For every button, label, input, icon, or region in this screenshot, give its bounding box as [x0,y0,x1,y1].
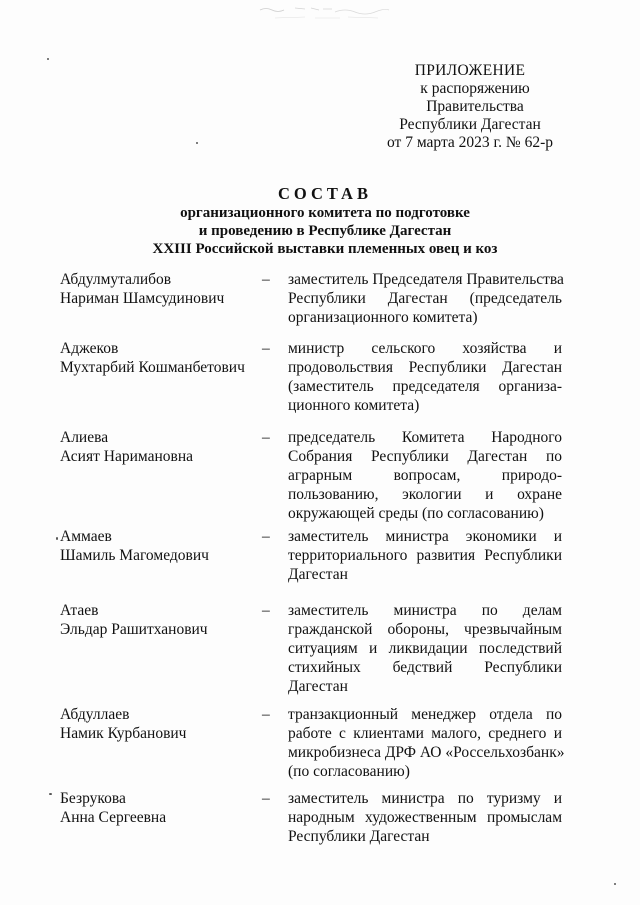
member-role [288,270,562,327]
member-given-name: Анна Сергеевна [60,809,167,826]
member-role [288,527,562,584]
role-line: организационного комитета) [288,309,478,326]
member-given-name: Шамиль Магомедович [60,547,209,564]
role-line: заместитель министра по делам [288,602,562,619]
role-line: транзакционный менеджер отдела по [288,706,562,723]
member-dash: – [262,790,270,807]
member-surname: Аджеков [60,340,119,357]
member-surname: Безрукова [60,790,126,807]
member-dash: – [262,271,270,288]
scan-speck [56,537,58,540]
heading-line-1: организационного комитета по подготовке [180,205,470,221]
member-surname: Аммаев [60,528,112,545]
member-surname: Абдуллаев [60,706,130,723]
role-line: (заместитель председателя организа- [288,378,562,395]
member-name [60,270,260,308]
member-name [60,428,260,466]
member-surname: Атаев [60,602,99,619]
member-role [288,428,562,523]
role-line: стихийных бедствий Республики [288,659,562,676]
document-heading [40,185,610,258]
appendix-title: ПРИЛОЖЕНИЕ [414,62,526,79]
member-given-name: Эльдар Рашитханович [60,621,208,638]
role-line: ционного комитета) [288,397,420,414]
role-line: Собрания Республики Дагестан по [288,448,562,465]
member-role [288,705,565,781]
role-line: работе с клиентами малого, среднего и [288,725,562,742]
role-line: министр сельского хозяйства и [288,340,562,357]
member-name [60,339,260,377]
role-line: пользованию, экологии и охране [288,486,562,503]
member-name [60,601,260,639]
heading-line-3: XXIII Российской выставки племенных овец и коз [152,241,498,257]
member-name [60,705,260,743]
role-line: заместитель министра экономики и [288,528,562,545]
appendix-line-2: Республики Дагестан [399,116,541,133]
member-surname: Алиева [60,429,109,446]
appendix-line-3: от 7 марта 2023 г. № 62-р [387,134,553,151]
role-line: микробизнеса ДРФ АО «Россельхозбанк» [288,744,565,761]
role-line: аграрным вопросам, природо- [288,467,562,484]
role-line: окружающей среды (по согласованию) [288,505,544,522]
member-dash: – [262,429,270,446]
appendix-line-1: к распоряжению Правительства [420,80,530,115]
member-given-name: Мухтарбий Кошманбетович [60,359,245,376]
member-dash: – [262,528,270,545]
role-line: Дагестан [288,678,348,695]
member-dash: – [262,602,270,619]
role-line: заместитель министра по туризму и [288,790,562,807]
member-role [288,601,562,696]
scan-noise-marks [255,2,415,24]
role-line: народным художественным промыслам [288,809,562,826]
scan-speck [614,883,616,885]
role-line: председатель Комитета Народного [288,429,562,446]
member-given-name: Намик Курбанович [60,725,187,742]
member-given-name: Нариман Шамсудинович [60,290,225,307]
scan-speck [196,142,198,144]
member-role [288,339,562,415]
member-name [60,527,260,565]
role-line: территориального развития Республики [288,547,562,564]
member-role [288,789,562,846]
role-line: (по согласованию) [288,763,410,780]
scan-speck [49,793,52,795]
heading-line-2: и проведению в Республике Дагестан [198,223,452,239]
heading-title: СОСТАВ [278,184,372,203]
role-line: Республики Дагестан [288,828,430,845]
role-line: гражданской обороны, чрезвычайным [288,621,562,638]
role-line: Дагестан [288,566,348,583]
member-dash: – [262,706,270,723]
role-line: Республики Дагестан (председатель [288,290,562,307]
member-dash: – [262,340,270,357]
appendix-block [360,62,580,152]
role-line: продовольствия Республики Дагестан [288,359,562,376]
role-line: заместитель Председателя Правительства [288,271,564,288]
member-surname: Абдулмуталибов [60,271,172,288]
member-given-name: Асият Наримановна [60,448,193,465]
role-line: ситуациям и ликвидации последствий [288,640,562,657]
scan-speck [47,58,49,60]
member-name [60,789,260,827]
